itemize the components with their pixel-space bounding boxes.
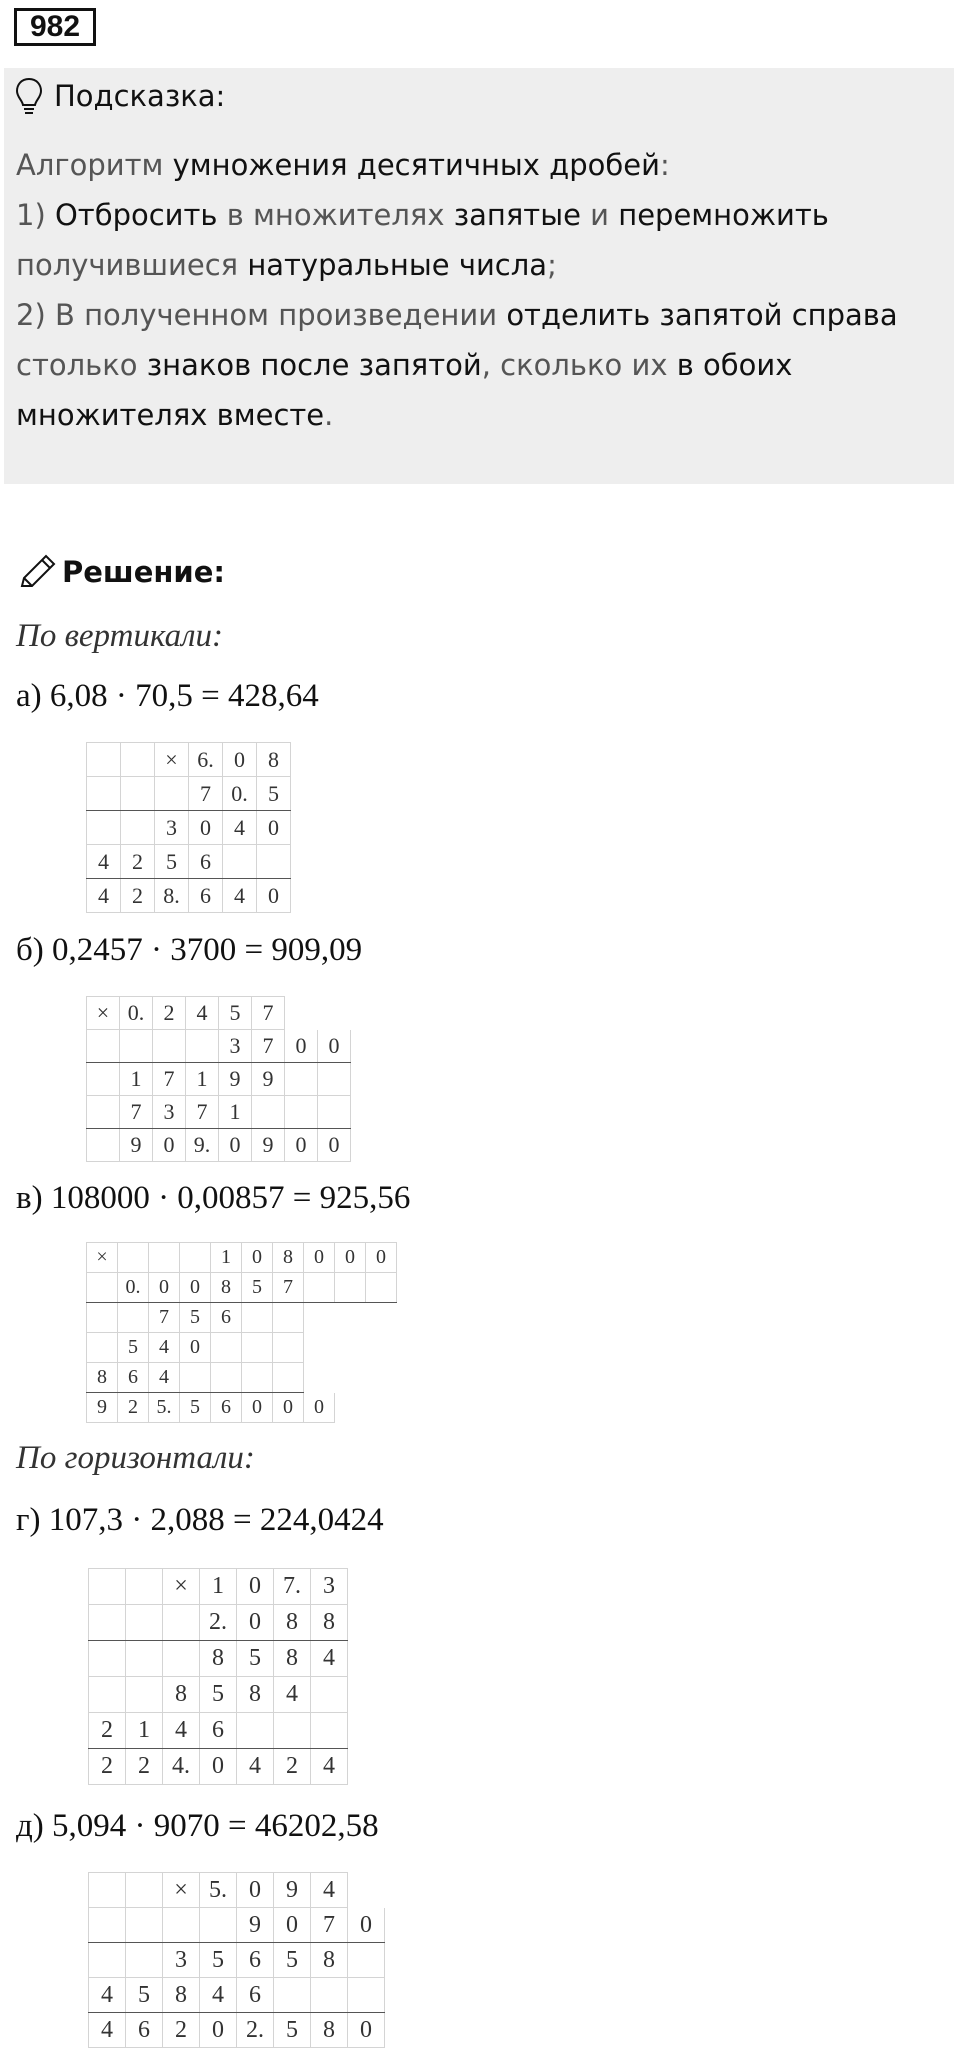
grid-cell: 7 [252,1030,285,1063]
grid-cell: 5 [180,1393,211,1423]
multiplication-grid-c [86,1242,397,1423]
grid-cell [318,997,351,1030]
grid-cell [237,1713,274,1749]
grid-cell: 7. [274,1569,311,1605]
grid-cell: 6 [118,1363,149,1393]
grid-cell: 2. [200,1605,237,1641]
grid-cell [87,1273,118,1303]
grid-row [87,1303,397,1333]
grid-row [89,1749,348,1785]
grid-cell: 2 [121,879,155,913]
grid-cell: 5 [126,1978,163,2013]
grid-cell [211,1363,242,1393]
grid-cell: 5 [219,997,252,1030]
grid-row [89,1908,385,1943]
grid-cell: 9 [237,1908,274,1943]
grid-cell [126,1908,163,1943]
grid-cell: 5 [274,1943,311,1978]
grid-cell: 8 [200,1641,237,1677]
grid-cell: 0 [200,2013,237,2048]
grid-row [87,1393,397,1423]
hint-header [14,76,225,116]
grid-row [87,777,291,811]
equation-e: д) 5,094 · 9070 = 46202,58 [16,1808,379,1844]
grid-cell: 3 [153,1096,186,1129]
grid-cell [87,1303,118,1333]
grid-cell: 1 [126,1713,163,1749]
hint-emphasis: отделить запятой справа [506,298,898,332]
grid-cell [89,1677,126,1713]
grid-cell [126,1605,163,1641]
grid-row [87,1363,397,1393]
hint-emphasis: натуральные числа [247,248,548,282]
grid-cell: 0 [200,1749,237,1785]
grid-row [87,1030,351,1063]
grid-cell [87,1030,120,1063]
grid-cell [87,777,121,811]
grid-cell: 0 [237,1569,274,1605]
hint-emphasis: запятые [453,198,581,232]
grid-cell: 0 [273,1393,304,1423]
grid-cell: 0 [237,1873,274,1908]
grid-cell [252,1096,285,1129]
hint-text-segment: : [659,148,670,182]
grid-row [87,811,291,845]
grid-cell [121,811,155,845]
grid-cell: 2 [274,1749,311,1785]
grid-cell: 0 [366,1243,397,1273]
grid-row [89,1873,385,1908]
grid-cell [223,845,257,879]
grid-cell [274,1713,311,1749]
grid-cell [126,1641,163,1677]
grid-cell [366,1303,397,1333]
grid-cell: 5 [118,1333,149,1363]
grid-cell: 2 [153,997,186,1030]
grid-cell: 5 [155,845,189,879]
hint-emphasis: в обоих множителях вместе [16,348,793,432]
hint-text-segment: ; [547,248,557,282]
grid-cell: 8 [163,1677,200,1713]
grid-cell: 8. [155,879,189,913]
grid-cell: 4 [149,1363,180,1393]
grid-cell [318,1063,351,1096]
grid-cell [274,1978,311,2013]
grid-cell [285,1096,318,1129]
grid-cell: 8 [163,1978,200,2013]
grid-row [87,1063,351,1096]
grid-row [87,997,351,1030]
grid-cell: 0 [189,811,223,845]
grid-cell [89,1908,126,1943]
grid-row [89,1677,348,1713]
grid-cell: 6 [126,2013,163,2048]
grid-cell: 2 [163,2013,200,2048]
grid-row [87,1243,397,1273]
grid-cell: 3 [155,811,189,845]
grid-cell: 0 [180,1273,211,1303]
grid-cell [335,1393,366,1423]
grid-cell: 7 [311,1908,348,1943]
grid-cell: 6 [237,1978,274,2013]
grid-cell [335,1273,366,1303]
grid-cell [155,777,189,811]
grid-cell: 4 [223,811,257,845]
grid-cell: 0 [335,1243,366,1273]
grid-cell: 0 [223,743,257,777]
grid-row [89,1605,348,1641]
grid-cell: 2. [237,2013,274,2048]
multiply-sign: × [87,997,120,1030]
hint-text-segment: и [580,198,619,232]
grid-cell [89,1605,126,1641]
grid-cell [163,1908,200,1943]
hint-text-segment: 2) В полученном произведении [16,298,507,332]
grid-cell: 9 [252,1129,285,1162]
grid-cell [273,1303,304,1333]
hint-emphasis: умножения десятичных дробей [172,148,660,182]
hint-text-segment: получившиеся [16,248,248,282]
grid-cell [348,1978,385,2013]
grid-row [89,1713,348,1749]
grid-cell: 5 [242,1273,273,1303]
grid-cell: 4 [186,997,219,1030]
hint-text-segment: , сколько их [481,348,677,382]
grid-cell [153,1030,186,1063]
grid-cell: 9 [274,1873,311,1908]
grid-row [89,1943,385,1978]
grid-cell: 5 [200,1943,237,1978]
multiply-sign: × [155,743,189,777]
grid-cell: 0. [223,777,257,811]
grid-cell [366,1333,397,1363]
grid-cell: 6 [189,845,223,879]
grid-cell [87,1096,120,1129]
grid-cell: 0 [180,1333,211,1363]
grid-cell: 0 [348,1908,385,1943]
grid-cell [180,1363,211,1393]
grid-row [89,1569,348,1605]
grid-cell: 7 [252,997,285,1030]
grid-cell: 1 [120,1063,153,1096]
grid-cell: 5 [180,1303,211,1333]
grid-cell: 8 [311,1943,348,1978]
grid-cell [304,1273,335,1303]
grid-cell [126,1677,163,1713]
grid-cell: 4 [87,845,121,879]
grid-cell: 0 [257,879,291,913]
grid-cell [180,1243,211,1273]
grid-cell: 0 [274,1908,311,1943]
grid-cell [335,1303,366,1333]
grid-cell [89,1641,126,1677]
grid-cell [366,1363,397,1393]
grid-cell: 8 [311,2013,348,2048]
grid-cell [335,1363,366,1393]
hint-text-segment: в множителях [217,198,454,232]
grid-cell: 2 [126,1749,163,1785]
grid-cell [304,1303,335,1333]
grid-cell: 2 [121,845,155,879]
grid-cell: 5 [274,2013,311,2048]
grid-cell: 7 [149,1303,180,1333]
grid-cell: 4 [163,1713,200,1749]
grid-cell [120,1030,153,1063]
pencil-icon [16,552,58,592]
grid-cell: 7 [186,1096,219,1129]
grid-cell [89,1569,126,1605]
grid-row [87,879,291,913]
grid-cell [242,1303,273,1333]
grid-cell: 6 [200,1713,237,1749]
hint-text-segment: Алгоритм [16,148,173,182]
grid-cell [304,1363,335,1393]
grid-cell: 8 [274,1605,311,1641]
grid-cell: 5 [200,1677,237,1713]
multiplication-grid-a [86,742,291,913]
grid-row [87,1333,397,1363]
grid-cell [126,1873,163,1908]
grid-cell: 0 [304,1243,335,1273]
grid-cell [318,1096,351,1129]
grid-cell: 8 [311,1605,348,1641]
hint-paragraph-3 [16,290,936,440]
grid-cell: 4 [274,1677,311,1713]
grid-cell [87,1129,120,1162]
hint-text-segment: 1) [16,198,55,232]
grid-row [89,2013,385,2048]
equation-a: а) 6,08 · 70,5 = 428,64 [16,678,319,714]
grid-cell [335,1333,366,1363]
grid-cell: 0 [318,1129,351,1162]
grid-cell: 7 [189,777,223,811]
equation-d: г) 107,3 · 2,088 = 224,0424 [16,1502,384,1538]
hint-text [16,140,936,440]
hint-title: Подсказка: [54,79,226,113]
grid-row [87,1096,351,1129]
multiply-sign: × [87,1243,118,1273]
grid-cell: 4. [163,1749,200,1785]
equation-b: б) 0,2457 · 3700 = 909,09 [16,932,363,968]
grid-cell: 4 [311,1641,348,1677]
vertical-label: По вертикали: [16,618,223,654]
grid-cell: 0 [257,811,291,845]
grid-cell [126,1569,163,1605]
grid-cell [273,1363,304,1393]
grid-cell [149,1243,180,1273]
solution-header [16,552,225,592]
grid-cell: 8 [273,1243,304,1273]
grid-cell [89,1943,126,1978]
grid-cell: 8 [211,1273,242,1303]
grid-cell [348,1873,385,1908]
grid-cell: 6. [189,743,223,777]
grid-cell: 6 [211,1393,242,1423]
grid-cell [285,997,318,1030]
grid-row [87,845,291,879]
grid-cell [118,1303,149,1333]
grid-cell: 8 [87,1363,118,1393]
grid-cell: 7 [120,1096,153,1129]
grid-cell: 0 [304,1393,335,1423]
grid-row [89,1641,348,1677]
grid-cell [273,1333,304,1363]
grid-cell: 6 [211,1303,242,1333]
grid-cell: 4 [89,1978,126,2013]
grid-cell: 8 [257,743,291,777]
grid-cell: 9 [252,1063,285,1096]
hint-emphasis: Отбросить [54,198,218,232]
multiply-sign: × [163,1569,200,1605]
horizontal-label: По горизонтали: [16,1440,255,1476]
grid-cell: 2 [89,1713,126,1749]
grid-cell [285,1063,318,1096]
grid-cell: 1 [186,1063,219,1096]
grid-cell [163,1605,200,1641]
grid-cell [311,1713,348,1749]
multiplication-grid-d [88,1568,348,1785]
grid-cell: 4 [237,1749,274,1785]
grid-cell: 9 [87,1393,118,1423]
grid-cell [118,1243,149,1273]
grid-cell: 4 [149,1333,180,1363]
grid-cell: 0 [285,1030,318,1063]
grid-cell [348,1943,385,1978]
grid-row [87,1129,351,1162]
grid-row [87,743,291,777]
grid-cell: 9 [219,1063,252,1096]
grid-cell: 6 [189,879,223,913]
grid-cell [304,1333,335,1363]
grid-cell: 9. [186,1129,219,1162]
grid-cell [126,1943,163,1978]
grid-cell: 6 [237,1943,274,1978]
grid-cell: 0 [153,1129,186,1162]
grid-cell: 0 [242,1393,273,1423]
grid-cell [311,1677,348,1713]
grid-cell: 3 [163,1943,200,1978]
multiply-sign: × [163,1873,200,1908]
grid-cell [186,1030,219,1063]
grid-cell [87,811,121,845]
grid-cell: 0. [120,997,153,1030]
grid-cell: 0 [318,1030,351,1063]
equation-c: в) 108000 · 0,00857 = 925,56 [16,1180,411,1216]
grid-cell: 1 [211,1243,242,1273]
grid-row [89,1978,385,2013]
grid-cell [257,845,291,879]
grid-cell [87,1333,118,1363]
hint-emphasis: перемножить [618,198,829,232]
grid-cell: 0 [219,1129,252,1162]
grid-cell: 1 [200,1569,237,1605]
hint-text-segment: . [324,398,334,432]
grid-cell: 7 [153,1063,186,1096]
grid-cell [366,1273,397,1303]
grid-row [87,1273,397,1303]
grid-cell: 2 [89,1749,126,1785]
grid-cell: 4 [87,879,121,913]
lightbulb-icon [14,76,44,116]
multiplication-grid-b [86,996,351,1162]
grid-cell: 3 [219,1030,252,1063]
grid-cell: 0 [237,1605,274,1641]
grid-cell [87,1063,120,1096]
grid-cell [163,1641,200,1677]
grid-cell: 5 [237,1641,274,1677]
grid-cell: 4 [200,1978,237,2013]
grid-cell [121,743,155,777]
grid-cell [87,743,121,777]
grid-cell: 0 [149,1273,180,1303]
grid-cell [366,1393,397,1423]
grid-cell: 4 [89,2013,126,2048]
hint-paragraph-2 [16,190,936,290]
solution-title: Решение: [62,555,226,589]
grid-cell: 5. [149,1393,180,1423]
grid-cell [242,1363,273,1393]
grid-cell [200,1908,237,1943]
grid-cell: 5. [200,1873,237,1908]
hint-emphasis: знаков после запятой [146,348,482,382]
task-number: 982 [14,8,96,46]
grid-cell: 7 [273,1273,304,1303]
grid-cell: 1 [219,1096,252,1129]
grid-cell: 0 [348,2013,385,2048]
multiplication-grid-e [88,1872,385,2048]
grid-cell [311,1978,348,2013]
grid-cell [121,777,155,811]
grid-cell: 4 [223,879,257,913]
grid-cell: 8 [237,1677,274,1713]
grid-cell: 5 [257,777,291,811]
hint-paragraph-1 [16,140,936,190]
grid-cell: 3 [311,1569,348,1605]
grid-cell: 8 [274,1641,311,1677]
grid-cell: 9 [120,1129,153,1162]
hint-text-segment: столько [16,348,147,382]
grid-cell: 0 [242,1243,273,1273]
grid-cell: 4 [311,1873,348,1908]
grid-cell: 4 [311,1749,348,1785]
grid-cell: 0 [285,1129,318,1162]
grid-cell [89,1873,126,1908]
grid-cell: 2 [118,1393,149,1423]
grid-cell [211,1333,242,1363]
grid-cell: 0. [118,1273,149,1303]
grid-cell [242,1333,273,1363]
